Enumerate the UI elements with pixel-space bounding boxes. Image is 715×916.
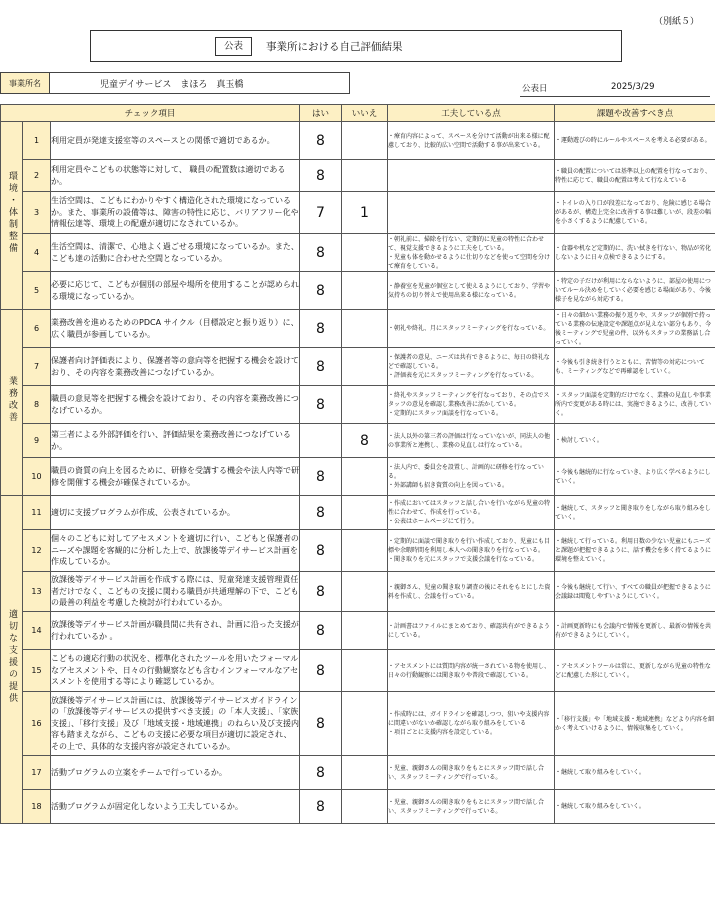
yes-count: 8 xyxy=(300,272,342,310)
section-label-text: 業務改善 xyxy=(7,376,17,424)
row-number: 18 xyxy=(23,790,51,824)
title-box xyxy=(90,30,622,62)
improvement-note: ・療育内容によって、スペースを分けて活動が出来る様に配慮しており、比較的広い空間で活動する事が出来ている。 xyxy=(388,122,555,160)
no-count xyxy=(342,386,388,424)
issue-note: ・スタッフ面談を定期的だけでなく、業務の見直しや事業所内で変更がある時には、実施できるように、改善していく。 xyxy=(555,386,715,424)
yes-count: 8 xyxy=(300,530,342,572)
row-number: 10 xyxy=(23,458,51,496)
row-number: 4 xyxy=(23,234,51,272)
issue-note: ・検討していく。 xyxy=(555,424,715,458)
section-label xyxy=(1,310,23,496)
improvement-note: ・静養室を児童が個室として使えるようにしており、学習や気持ちの切り替えで使用出来る様になっている。 xyxy=(388,272,555,310)
improvement-note: ・法人内で、委員会を設置し、計画的に研修を行なっている。 ・外部講師も招き資質の向上を図っている。 xyxy=(388,458,555,496)
no-count xyxy=(342,458,388,496)
yes-count: 8 xyxy=(300,650,342,692)
publish-date: 2025/3/29 xyxy=(611,82,655,92)
row-number: 7 xyxy=(23,348,51,386)
table-row xyxy=(1,192,715,234)
table-row xyxy=(1,348,715,386)
improvement-note: ・法人以外の第三者の評価は行なっていないが、同法人の他の事業所と連携し、業務の見直しは行なっている。 xyxy=(388,424,555,458)
yes-count: 8 xyxy=(300,160,342,192)
yes-count: 8 xyxy=(300,692,342,756)
yes-count: 8 xyxy=(300,310,342,348)
header-issues: 課題や改善すべき点 xyxy=(555,105,715,122)
publish-underline xyxy=(520,96,710,97)
check-item: 必要に応じて、こどもが個別の部屋や場所を使用することが認められる環境になっているか。 xyxy=(51,272,300,310)
check-item: 放課後等デイサービス計画を作成する際には、児童発達支援管理責任者だけでなく、こどもの支援に関わる職員が共通理解の下で、こどもの最善の利益を考慮した検討が行われているか。 xyxy=(51,572,300,612)
check-item: 活動プログラムの立案をチームで行っているか。 xyxy=(51,756,300,790)
check-item: 第三者による外部評価を行い、評価結果を業務改善につなげているか。 xyxy=(51,424,300,458)
row-number: 6 xyxy=(23,310,51,348)
row-number: 9 xyxy=(23,424,51,458)
issue-note: ・食器や机など定期的に、洗い拭きを行ない、物品が劣化しないように日々点検できるようにする。 xyxy=(555,234,715,272)
header-no: いいえ xyxy=(342,105,388,122)
improvement-note: ・計画書はファイルにまとめており、確認共有ができるようにしている。 xyxy=(388,612,555,650)
row-number: 3 xyxy=(23,192,51,234)
table-row xyxy=(1,496,715,530)
yes-count: 8 xyxy=(300,790,342,824)
issue-note: ・継続して取り組みをしていく。 xyxy=(555,756,715,790)
table-row xyxy=(1,458,715,496)
annex-label: （別紙５） xyxy=(653,17,699,27)
check-item: 業務改善を進めるためのPDCA サイクル（目標設定と振り返り）に、広く職員が参画しているか。 xyxy=(51,310,300,348)
header-yes: はい xyxy=(300,105,342,122)
section-label xyxy=(1,496,23,824)
office-info xyxy=(0,72,715,94)
section-label xyxy=(1,122,23,310)
row-number: 14 xyxy=(23,612,51,650)
no-count xyxy=(342,272,388,310)
improvement-note: ・定期的に面談で聞き取りを行い作成しており、児童にも目標や余暇時間を利用し本人への聞き取りを行なっている。 ・聞き取りを元にスタッフで支援会議を行なっている。 xyxy=(388,530,555,572)
row-number: 17 xyxy=(23,756,51,790)
issue-note: ・今後も継続的に行なっていき、より広く学べるようにしていく。 xyxy=(555,458,715,496)
no-count xyxy=(342,790,388,824)
table-row xyxy=(1,310,715,348)
no-count xyxy=(342,530,388,572)
section-label-text: 適切な支援の提供 xyxy=(7,609,17,705)
improvement-note: ・アセスメントには質問内容が統一されている物を使用し、日々の行動観察には聞き取りや普段で確認している。 xyxy=(388,650,555,692)
table-row xyxy=(1,612,715,650)
no-count: 8 xyxy=(342,424,388,458)
improvement-note xyxy=(388,160,555,192)
table-row xyxy=(1,790,715,824)
evaluation-table xyxy=(0,104,715,824)
row-number: 13 xyxy=(23,572,51,612)
office-label: 事業所名 xyxy=(0,72,50,94)
no-count xyxy=(342,160,388,192)
yes-count xyxy=(300,424,342,458)
table-row xyxy=(1,234,715,272)
no-count xyxy=(342,310,388,348)
improvement-note: ・終礼やスタッフミーティングを行なっており、その点でスタッフの意見を確認し業務改善に活かしている。 ・定期的にスタッフ面談を行なっている。 xyxy=(388,386,555,424)
issue-note: ・継続して、スタッフと聞き取りをしながら取り組みをしていく。 xyxy=(555,496,715,530)
check-item: 利用定員が発達支援室等のスペースとの関係で適切であるか。 xyxy=(51,122,300,160)
yes-count: 8 xyxy=(300,386,342,424)
publish-label: 公表日 xyxy=(522,84,548,94)
issue-note: ・トイレの入り口が段差になっており、危険に感じる場合があるが、構造上完全に改善する事は難しいが、段差の幅を小さくするように配慮している。 xyxy=(555,192,715,234)
no-count xyxy=(342,122,388,160)
no-count: 1 xyxy=(342,192,388,234)
no-count xyxy=(342,234,388,272)
header-row xyxy=(1,105,715,122)
issue-note: ・継続して行っている。利用日数の少ない児童にもニーズと課題が把握できるように、話す機会を多く持てるように環境を整えていく。 xyxy=(555,530,715,572)
yes-count: 8 xyxy=(300,458,342,496)
table-row xyxy=(1,530,715,572)
row-number: 8 xyxy=(23,386,51,424)
yes-count: 7 xyxy=(300,192,342,234)
title-tag: 公表 xyxy=(215,37,252,56)
section-label-text: 環境・体制整備 xyxy=(7,171,17,255)
row-number: 16 xyxy=(23,692,51,756)
no-count xyxy=(342,650,388,692)
header-improve: 工夫している点 xyxy=(388,105,555,122)
yes-count: 8 xyxy=(300,496,342,530)
improvement-note: ・作成においてはスタッフと話し合いを行いながら児童の特性に合わせて、作成を行っている。 ・公表はホームページにて行う。 xyxy=(388,496,555,530)
row-number: 1 xyxy=(23,122,51,160)
table-row xyxy=(1,272,715,310)
table-row xyxy=(1,756,715,790)
no-count xyxy=(342,692,388,756)
yes-count: 8 xyxy=(300,348,342,386)
check-item: 放課後等デイサービス計画には、放課後等デイサービスガイドラインの「放課後等デイサービスの提供すべき支援」の「本人支援」、「家族支援」、「移行支援」及び「地域支援・地域連携」のねらい及び支援内容も踏まえながら、こどもの支援に必要な項目が適切に設定され、その上で、具体的な支援内容が設定されているか。 xyxy=(51,692,300,756)
check-item: 活動プログラムが固定化しないよう工夫しているか。 xyxy=(51,790,300,824)
issue-note: ・継続して取り組みをしていく。 xyxy=(555,790,715,824)
check-item: 職員の意見等を把握する機会を設けており、その内容を業務改善につなげているか。 xyxy=(51,386,300,424)
issue-note: ・日々の細かい業務の振り返りや、スタッフが個別で持っている業務の伝達設定や課題点が見えない部分もあり、今後ミーティングで児童の件、以外もスタッフの業務話し合っていく。 xyxy=(555,310,715,348)
table-row xyxy=(1,122,715,160)
row-number: 12 xyxy=(23,530,51,572)
improvement-note: ・朝礼や終礼、月にスタッフミーティングを行なっている。 xyxy=(388,310,555,348)
check-item: 生活空間は、こどもにわかりやすく構造化された環境になっているか。また、事業所の設備等は、障害の特性に応じ、バリアフリー化や情報伝達等、環境上の配慮が適切になされているか。 xyxy=(51,192,300,234)
check-item: 職員の資質の向上を図るために、研修を受講する機会や法人内等で研修を開催する機会が確保されているか。 xyxy=(51,458,300,496)
office-name: 児童デイサービス まほろ 真玉橋 xyxy=(50,72,350,94)
issue-note: ・「移行支援」や「地域支援・地域連携」などより内容を細かく考えていけるように、情報収集をしていく。 xyxy=(555,692,715,756)
no-count xyxy=(342,756,388,790)
check-item: 個々のこどもに対してアセスメントを適切に行い、こどもと保護者のニーズや課題を客観的に分析した上で、放課後等デイサービス計画を作成しているか。 xyxy=(51,530,300,572)
yes-count: 8 xyxy=(300,612,342,650)
table-row xyxy=(1,160,715,192)
no-count xyxy=(342,348,388,386)
table-row xyxy=(1,572,715,612)
issue-note: ・運動遊びの時にルールやスペースを考える必要がある。 xyxy=(555,122,715,160)
check-item: 適切に支援プログラムが作成、公表されているか。 xyxy=(51,496,300,530)
issue-note: ・今後も継続して行い、すべての職員が把握できるように会議録は閲覧しやすいようにしていく。 xyxy=(555,572,715,612)
yes-count: 8 xyxy=(300,572,342,612)
check-item: 放課後等デイサービス計画が職員間に共有され、計画に沿った支援が行われているか 。 xyxy=(51,612,300,650)
yes-count: 8 xyxy=(300,234,342,272)
row-number: 15 xyxy=(23,650,51,692)
check-item: 保護者向け評価表により、保護者等の意向等を把握する機会を設けており、その内容を業務改善につなげているか。 xyxy=(51,348,300,386)
page-title: 事業所における自己評価結果 xyxy=(266,40,403,53)
improvement-note xyxy=(388,192,555,234)
check-item: 生活空間は、清潔で、心地よく過ごせる環境になっているか。また、こども達の活動に合わせた空間となっているか。 xyxy=(51,234,300,272)
issue-note: ・職員の配置については基準以上の配置を行なっており、特性に応じて、職員の配置は考えて行なえている xyxy=(555,160,715,192)
no-count xyxy=(342,496,388,530)
no-count xyxy=(342,572,388,612)
improvement-note: ・親御さん、児童の聞き取り調査の後にそれをもとにした資料を作成し、会議を行っている。 xyxy=(388,572,555,612)
improvement-note: ・児童、親御さんの聞き取りをもとにスタッフ間で話し合い、スタッフミーティングで行っている。 xyxy=(388,790,555,824)
issue-note: ・アセスメントツールは常に、更新しながら児童の特性などに配慮した形にしていく。 xyxy=(555,650,715,692)
table-row xyxy=(1,386,715,424)
issue-note: ・今後も引き続き行うとともに、苦情等の対応についても、ミーティングなどで再確認をしていく。 xyxy=(555,348,715,386)
table-row xyxy=(1,424,715,458)
check-item: 利用定員やこどもの状態等に対して、 職員の配置数は適切であるか。 xyxy=(51,160,300,192)
yes-count: 8 xyxy=(300,756,342,790)
table-row xyxy=(1,650,715,692)
header-check: チェック項目 xyxy=(1,105,300,122)
yes-count: 8 xyxy=(300,122,342,160)
table-row xyxy=(1,692,715,756)
issue-note: ・計画更新時にも会議内で情報を更新し、最新の情報を共有ができるようにしていく。 xyxy=(555,612,715,650)
row-number: 2 xyxy=(23,160,51,192)
publish-date-block xyxy=(522,82,702,94)
improvement-note: ・朝礼前に、掃除を行ない、定期的に児童の特性に合わせて、視覚支援できるように工夫をしている。 ・児童も体を動かせるように仕切りなどを使って空間を分けて療育をしている。 xyxy=(388,234,555,272)
check-item: こどもの適応行動の状況を、標準化されたツールを用いたフォーマルなアセスメントや、日々の行動観察なども含むインフォーマルなアセスメントを使用する等により確認しているか。 xyxy=(51,650,300,692)
improvement-note: ・作成時には、ガイドラインを確認しつつ、狙いや支援内容に間違いがないか確認しながら取り組みをしている ・項目ごとに支援内容を設定している。 xyxy=(388,692,555,756)
improvement-note: ・児童、親御さんの聞き取りをもとにスタッフ間で話し合い、スタッフミーティングで行っている。 xyxy=(388,756,555,790)
no-count xyxy=(342,612,388,650)
row-number: 11 xyxy=(23,496,51,530)
row-number: 5 xyxy=(23,272,51,310)
issue-note: ・特定の子だけが利用にならないように、部屋の使用についてルール決めをしていく必要を感じる場面があり、今後様子を見ながら対応する。 xyxy=(555,272,715,310)
improvement-note: ・保護者の意見、ニーズは共有できるように、毎日の終礼などで確認している。 ・評価表を元にスタッフミーティングを行なっている。 xyxy=(388,348,555,386)
